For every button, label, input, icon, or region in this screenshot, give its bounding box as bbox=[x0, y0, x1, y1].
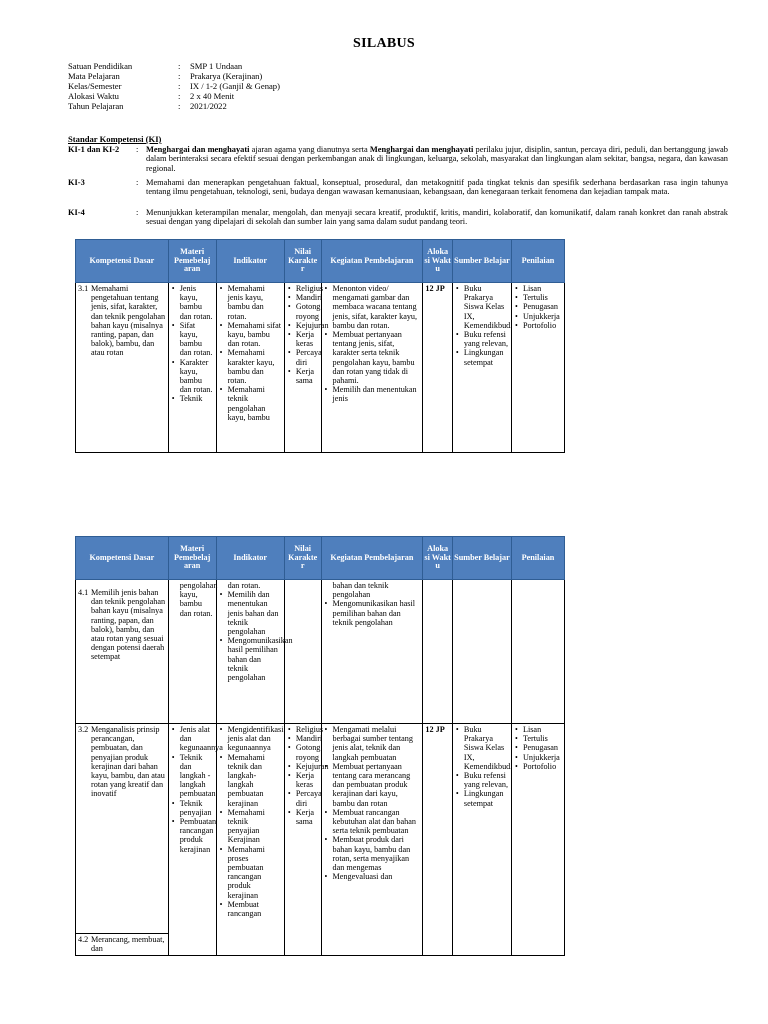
kd-cell: 4.1 Memilih jenis bahan dan teknik pengolahan bahan kayu (misalnya ranting, papan, dan balok), bambu, dan atau rotan yang sesuai dengan potensi daerah setempat bbox=[76, 580, 169, 724]
list-item: • Percaya diri bbox=[296, 789, 319, 807]
list-item: • Jenis alat dan kegunaannya bbox=[180, 725, 214, 753]
list-item: • Buku refensi yang relevan, bbox=[464, 771, 509, 789]
list-item: • Kerja keras bbox=[296, 771, 319, 789]
list-item: • Memilih dan menentukan jenis bahan dan teknik pengolahan bbox=[228, 590, 282, 636]
materi-cell: pengolahan kayu, bambu dan rotan. bbox=[168, 580, 216, 724]
list-item: • Memahami teknik dan langkah-langkah pembuatan kerajinan bbox=[228, 753, 282, 808]
list-item: • Karakter kayu, bambu dan rotan. bbox=[180, 358, 214, 395]
nilai-cell bbox=[284, 283, 329, 453]
list-item: • Penugasan bbox=[523, 302, 562, 311]
list-item: • Mengevaluasi dan bbox=[333, 872, 421, 881]
header-penilaian: Penilaian bbox=[511, 537, 564, 580]
kd-cell: 3.1 Memahami pengetahuan tentang jenis, sifat, karakter, dan teknik pengolahan bahan kayu (misalnya ranting, papan, dan balok), bambu, dan atau rotan bbox=[76, 283, 169, 453]
list-item: • Buku Prakarya Siswa Kelas IX, Kemendikbud. bbox=[464, 284, 509, 330]
kegiatan-cell: bahan dan teknik pengolahan • Mengomunikasikan hasil pemilihan bahan dan teknik pengolahan bbox=[321, 580, 423, 724]
kd-cell: 4.2 Merancang, membuat, dan bbox=[76, 934, 169, 956]
sumber-cell bbox=[452, 283, 511, 453]
list-item: • Lingkungan setempat bbox=[464, 789, 509, 807]
header-kompetensi-dasar: Kompetensi Dasar bbox=[76, 537, 169, 580]
ki-4: KI-4 : Menunjukkan keterampilan menalar, mengolah, dan menyaji secara kreatif, produktif, kritis, mandiri, kolaboratif, dan komunikatif, dalam ranah konkret dan ranah abstrak sesuai dengan yang dipelajari di sekolah dan sumber lain yang sama dalam sudut pandang teori. bbox=[68, 208, 728, 227]
list-item: • Kerja sama bbox=[296, 808, 319, 826]
table-header-row bbox=[76, 537, 565, 580]
list-item: • Membuat rancangan kebutuhan alat dan bahan serta teknik pembuatan bbox=[333, 808, 421, 836]
header-indikator: Indikator bbox=[216, 240, 284, 283]
list-item: • Penugasan bbox=[523, 743, 562, 752]
list-item: • Gotong royong bbox=[296, 743, 319, 761]
header-alokasi-waktu: Aloka si Wakt u bbox=[423, 240, 453, 283]
syllabus-table-2 bbox=[75, 536, 565, 956]
header-materi: Materi Pemebelaj aran bbox=[168, 240, 216, 283]
header-kegiatan: Kegiatan Pembelajaran bbox=[321, 240, 423, 283]
list-item: • Teknik bbox=[180, 394, 214, 403]
penilaian-cell bbox=[511, 724, 564, 956]
ki-3: KI-3 : Memahami dan menerapkan pengetahuan faktual, konseptual, prosedural, dan metakognitif pada tingkat teknis dan spesifik sederhana berdasarkan rasa ingin tahunya tentang ilmu pengetahuan, teknologi, seni, budaya dengan wawasan kemanusiaan, kebangsaan, dan kenegaraan terkait fenomena dan kejadian tampak mata. bbox=[68, 178, 728, 197]
info-row: Mata Pelajaran : Prakarya (Kerajinan) bbox=[68, 71, 263, 81]
list-item: • Pembuatan rancangan produk kerajinan bbox=[180, 817, 214, 854]
list-item: • Lisan bbox=[523, 284, 562, 293]
alokasi-cell bbox=[423, 580, 453, 724]
header-materi: Materi Pemebelaj aran bbox=[168, 537, 216, 580]
indikator-cell bbox=[216, 724, 284, 956]
list-item: • Memilih dan menentukan jenis bbox=[333, 385, 421, 403]
list-item: • Portofolio bbox=[523, 762, 562, 771]
list-item: • Mandiri bbox=[296, 293, 319, 302]
list-item: • Gotong royong bbox=[296, 302, 319, 320]
indikator-cell bbox=[216, 283, 284, 453]
list-item: • Teknik penyajian bbox=[180, 799, 214, 817]
info-row: Tahun Pelajaran : 2021/2022 bbox=[68, 101, 227, 111]
header-alokasi-waktu: Aloka si Wakt u bbox=[423, 537, 453, 580]
list-item: • Memahami teknik pengolahan kayu, bambu bbox=[228, 385, 282, 422]
header-indikator: Indikator bbox=[216, 537, 284, 580]
list-item: • Memahami proses pembuatan rancangan produk kerajinan bbox=[228, 845, 282, 900]
list-item: • Religius bbox=[296, 725, 319, 734]
list-item: • Unjukkerja bbox=[523, 753, 562, 762]
nilai-cell bbox=[284, 580, 321, 724]
materi-cell bbox=[168, 724, 223, 956]
header-nilai-karakter: Nilai Karakte r bbox=[284, 537, 321, 580]
nilai-cell bbox=[284, 724, 329, 956]
list-item: • Memahami teknik penyajian Kerajinan bbox=[228, 808, 282, 845]
list-item: • Mengamati melalui berbagai sumber tentang jenis alat, teknik dan langkah pembuatan bbox=[333, 725, 421, 762]
list-item: • Buku refensi yang relevan, bbox=[464, 330, 509, 348]
list-item: • Portofolio bbox=[523, 321, 562, 330]
materi-cell bbox=[168, 283, 216, 453]
table-row bbox=[76, 724, 565, 934]
list-item: • Memahami karakter kayu, bambu dan rotan. bbox=[228, 348, 282, 385]
header-sumber-belajar: Sumber Belajar bbox=[452, 537, 511, 580]
list-item: • Teknik dan langkah - langkah pembuatan bbox=[180, 753, 214, 799]
list-item: • Memahami jenis kayu, bambu dan rotan. bbox=[228, 284, 282, 321]
list-item: • Membuat pertanyaan tentang cara merancang dan pembuatan produk kerajinan dari kayu, bambu dan rotan bbox=[333, 762, 421, 808]
list-item: • Lingkungan setempat bbox=[464, 348, 509, 366]
table-row bbox=[76, 283, 565, 453]
list-item: • Kejujuran bbox=[296, 321, 319, 330]
sumber-cell bbox=[452, 724, 511, 956]
info-row: Alokasi Waktu : 2 x 40 Menit bbox=[68, 91, 235, 101]
list-item: • Mengidentifikasi jenis alat dan kegunaannya bbox=[228, 725, 282, 753]
header-nilai-karakter: Nilai Karakte r bbox=[284, 240, 321, 283]
identity-info bbox=[68, 61, 280, 111]
penilaian-cell bbox=[511, 283, 564, 453]
ki-1-2: KI-1 dan KI-2 : Menghargai dan menghayati ajaran agama yang dianutnya serta Menghargai dan menghayati perilaku jujur, disiplin, santun, percaya diri, peduli, dan bertanggung jawab dalam berinteraksi secara efektif sesuai dengan perkembangan anak di lingkungan, keluarga, sekolah, masyarakat dan lingkungan alam sekitar, bangsa, negara, dan kawasan regional. bbox=[68, 145, 728, 173]
list-item: • Sifat kayu, bambu dan rotan. bbox=[180, 321, 214, 358]
page-title: SILABUS bbox=[352, 36, 416, 51]
sumber-cell bbox=[452, 580, 511, 724]
ki-heading: Standar Kompetensi (KI) bbox=[68, 134, 162, 144]
header-sumber-belajar: Sumber Belajar bbox=[452, 240, 511, 283]
list-item: • Mandiri bbox=[296, 734, 319, 743]
table-row bbox=[76, 580, 565, 724]
syllabus-table-1 bbox=[75, 239, 565, 453]
info-row: Satuan Pendidikan : SMP 1 Undaan bbox=[68, 61, 243, 71]
list-item: • Membuat rancangan bbox=[228, 900, 282, 918]
list-item: • Buku Prakarya Siswa Kelas IX, Kemendikbud. bbox=[464, 725, 509, 771]
kegiatan-cell bbox=[321, 724, 423, 956]
info-row: Kelas/Semester : IX / 1-2 (Ganjil & Genap) bbox=[68, 81, 280, 91]
list-item: • Kerja keras bbox=[296, 330, 319, 348]
list-item: • Kerja sama bbox=[296, 367, 319, 385]
list-item: • Tertulis bbox=[523, 293, 562, 302]
list-item: • Unjukkerja bbox=[523, 312, 562, 321]
penilaian-cell bbox=[511, 580, 564, 724]
list-item: • Jenis kayu, bambu dan rotan. bbox=[180, 284, 214, 321]
header-penilaian: Penilaian bbox=[511, 240, 564, 283]
kd-cell: 3.2 Menganalisis prinsip perancangan, pembuatan, dan penyajian produk kerajinan dari bahan kayu, bambu, dan atau rotan yang kreatif dan inovatif bbox=[76, 724, 169, 934]
kegiatan-cell bbox=[321, 283, 423, 453]
list-item: • Memahami sifat kayu, bambu dan rotan. bbox=[228, 321, 282, 349]
list-item: • Membuat pertanyaan tentang jenis, sifat, karakter serta teknik pengolahan kayu, bambu dan rotan yang tidak di pahami. bbox=[333, 330, 421, 385]
list-item: • Menonton video/ mengamati gambar dan membaca wacana tentang jenis, sifat, karakter kayu, bambu dan rotan. bbox=[333, 284, 421, 330]
list-item: • Kejujuran bbox=[296, 762, 319, 771]
list-item: • Religius bbox=[296, 284, 319, 293]
header-kegiatan: Kegiatan Pembelajaran bbox=[321, 537, 423, 580]
list-item: • Mengomunikasikan hasil pemilihan bahan dan teknik pengolahan bbox=[333, 599, 421, 627]
header-kompetensi-dasar: Kompetensi Dasar bbox=[76, 240, 169, 283]
alokasi-cell: 12 JP bbox=[423, 283, 453, 453]
list-item: • Lisan bbox=[523, 725, 562, 734]
table-header-row bbox=[76, 240, 565, 283]
indikator-cell: dan rotan. • Memilih dan menentukan jenis bahan dan teknik pengolahan • Mengomunikasikan hasil pemilihan bahan dan teknik pengolahan bbox=[216, 580, 284, 724]
list-item: • Membuat produk dari bahan kayu, bambu dan rotan, serta menyajikan dan mengemas bbox=[333, 835, 421, 872]
alokasi-cell: 12 JP bbox=[423, 724, 453, 956]
list-item: • Mengomunikasikan hasil pemilihan bahan dan teknik pengolahan bbox=[228, 636, 282, 682]
list-item: • Percaya diri bbox=[296, 348, 319, 366]
list-item: • Tertulis bbox=[523, 734, 562, 743]
